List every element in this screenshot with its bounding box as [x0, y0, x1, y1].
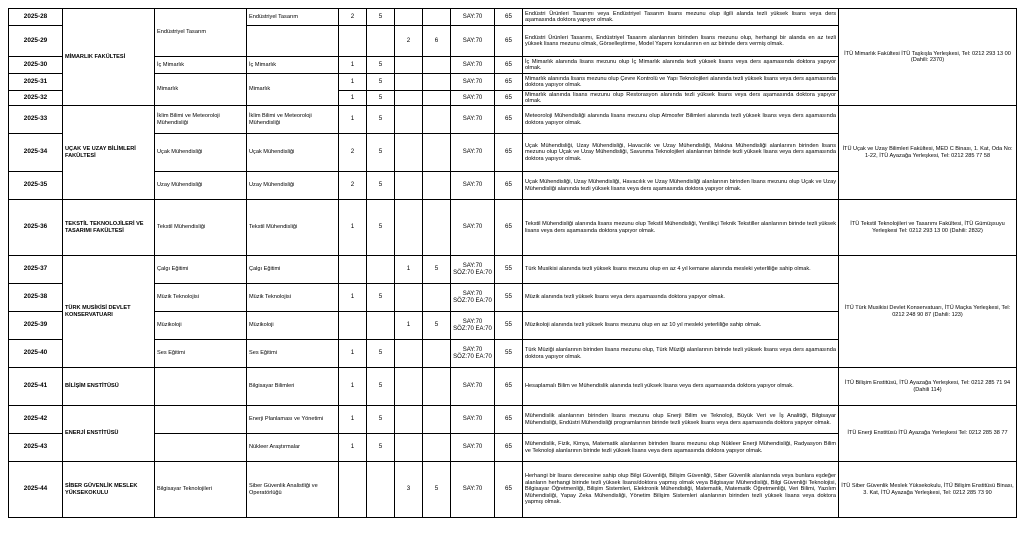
table-row	[9, 256, 1017, 284]
ales-score: SAY:70	[451, 26, 495, 57]
language-score: 65	[495, 91, 523, 106]
program-name: Bilgisayar Bilimleri	[247, 368, 339, 406]
department-name: Müzikoloji	[155, 312, 247, 340]
department-name: Tekstil Mühendisliği	[155, 200, 247, 256]
ales-score: SAY:70	[451, 434, 495, 462]
count-cell: 1	[339, 434, 367, 462]
ales-score: SAY:70	[451, 406, 495, 434]
count-cell: 3	[395, 462, 423, 518]
position-code: 2025-41	[9, 368, 63, 406]
program-name: İç Mimarlık	[247, 57, 339, 74]
program-name: Müzik Teknolojisi	[247, 284, 339, 312]
count-cell	[395, 340, 423, 368]
requirements: İç Mimarlık alanında lisans mezunu olup İç Mimarlık alanında tezli yüksek lisans veya ders aşamasında doktora yapıyor olmak.	[523, 57, 839, 74]
count-cell	[395, 106, 423, 134]
ales-score: SAY:70 SÖZ:70 EA:70	[451, 284, 495, 312]
requirements: Meteoroloji Mühendisliği alanında lisans mezunu olup Atmosfer Bilimleri alanında tezli yüksek lisans veya ders aşamasında doktora yapıyor olmak.	[523, 106, 839, 134]
department-name	[155, 368, 247, 406]
count-cell: 1	[395, 312, 423, 340]
position-code: 2025-39	[9, 312, 63, 340]
program-name: Mimarlık	[247, 74, 339, 106]
ales-score: SAY:70 SÖZ:70 EA:70	[451, 312, 495, 340]
count-cell	[395, 172, 423, 200]
degree-cell	[423, 406, 451, 434]
count-cell: 1	[339, 368, 367, 406]
ales-score: SAY:70	[451, 106, 495, 134]
positions-table	[8, 8, 1017, 518]
program-name: Çalgı Eğitimi	[247, 256, 339, 284]
contact-info: İTÜ Enerji Enstitüsü İTÜ Ayazağa Yerleşkesi Tel: 0212 285 38 77	[839, 406, 1017, 462]
program-name: Ses Eğitimi	[247, 340, 339, 368]
department-name: Ses Eğitimi	[155, 340, 247, 368]
count-cell	[395, 200, 423, 256]
requirements: Uçak Mühendisliği, Uzay Mühendisliği, Havacılık ve Uzay Mühendisliği alanlarının birinden lisans mezunu olup Uçak ve Uzay Mühendisliği alanında tezli yüksek lisans veya ders aşamasında doktora yapıyor olmak.	[523, 172, 839, 200]
degree-cell: 5	[367, 406, 395, 434]
program-name: Uzay Mühendisliği	[247, 172, 339, 200]
degree-cell: 5	[367, 74, 395, 91]
ales-score: SAY:70	[451, 134, 495, 172]
requirements: Mühendislik alanlarının birinden lisans mezunu olup Enerji Bilim ve Teknoloji, Büyük Veri ve İş Analitiği, Bilgisayar Mühendisliği, Endüstri Mühendisliği programlarının birinde tezli yüksek lisans veya ders aşamasında doktora yapıyor olmak.	[523, 406, 839, 434]
degree-cell	[367, 312, 395, 340]
degree-cell	[423, 368, 451, 406]
department-name: Bilgisayar Teknolojileri	[155, 462, 247, 518]
count-cell: 2	[339, 134, 367, 172]
degree-cell: 5	[423, 256, 451, 284]
language-score: 65	[495, 200, 523, 256]
table-row	[9, 462, 1017, 518]
ales-score: SAY:70	[451, 462, 495, 518]
faculty-name: TÜRK MUSİKİSİ DEVLET KONSERVATUARI	[63, 256, 155, 368]
position-code: 2025-43	[9, 434, 63, 462]
count-cell: 2	[339, 9, 367, 26]
degree-cell	[423, 200, 451, 256]
contact-info: İTÜ Uçak ve Uzay Bilimleri Fakültesi, MED C Binası, 1. Kat, Oda No: 1-22, İTÜ Ayazağa Yerleşkesi, Tel: 0212 285 77 58	[839, 106, 1017, 200]
faculty-name: TEKSTİL TEKNOLOJİLERİ VE TASARIMI FAKÜLTESİ	[63, 200, 155, 256]
position-code: 2025-42	[9, 406, 63, 434]
degree-cell: 5	[367, 9, 395, 26]
language-score: 65	[495, 134, 523, 172]
language-score: 65	[495, 406, 523, 434]
degree-cell: 6	[423, 26, 451, 57]
program-name	[247, 26, 339, 57]
table-row	[9, 9, 1017, 26]
count-cell: 1	[339, 200, 367, 256]
department-name	[155, 406, 247, 434]
department-name: Mimarlık	[155, 74, 247, 106]
program-name: Tekstil Mühendisliği	[247, 200, 339, 256]
program-name: İklim Bilimi ve Meteoroloji Mühendisliği	[247, 106, 339, 134]
language-score: 65	[495, 57, 523, 74]
language-score: 65	[495, 172, 523, 200]
requirements: Mimarlık alanında lisans mezunu olup Restorasyon alanında tezli yüksek lisans veya ders aşamasında doktora yapıyor olmak.	[523, 91, 839, 106]
contact-info: İTÜ Tekstil Teknolojileri ve Tasarımı Fakültesi, İTÜ Gümüşsuyu Yerleşkesi Tel: 0212 293 13 00 (Dahili: 2832)	[839, 200, 1017, 256]
position-code: 2025-35	[9, 172, 63, 200]
count-cell	[395, 57, 423, 74]
program-name: Siber Güvenlik Analistliği ve Operatörlüğü	[247, 462, 339, 518]
degree-cell: 5	[423, 462, 451, 518]
count-cell: 1	[395, 256, 423, 284]
count-cell	[339, 462, 367, 518]
table-row	[9, 106, 1017, 134]
degree-cell	[423, 172, 451, 200]
position-code: 2025-30	[9, 57, 63, 74]
degree-cell: 5	[367, 91, 395, 106]
ales-score: SAY:70	[451, 9, 495, 26]
program-name: Uçak Mühendisliği	[247, 134, 339, 172]
language-score: 55	[495, 312, 523, 340]
degree-cell: 5	[367, 134, 395, 172]
ales-score: SAY:70 SÖZ:70 EA:70	[451, 340, 495, 368]
department-name: Müzik Teknolojisi	[155, 284, 247, 312]
language-score: 65	[495, 26, 523, 57]
degree-cell	[423, 74, 451, 91]
ales-score: SAY:70 SÖZ:70 EA:70	[451, 256, 495, 284]
contact-info: İTÜ Bilişim Enstitüsü, İTÜ Ayazağa Yerleşkesi, Tel: 0212 285 71 94 (Dahili 114)	[839, 368, 1017, 406]
position-code: 2025-31	[9, 74, 63, 91]
program-name: Müzikoloji	[247, 312, 339, 340]
degree-cell: 5	[367, 284, 395, 312]
faculty-name: SİBER GÜVENLİK MESLEK YÜKSEKOKULU	[63, 462, 155, 518]
table-row	[9, 368, 1017, 406]
department-name: Çalgı Eğitimi	[155, 256, 247, 284]
degree-cell	[423, 284, 451, 312]
count-cell	[395, 368, 423, 406]
faculty-name: UÇAK VE UZAY BİLİMLERİ FAKÜLTESİ	[63, 106, 155, 200]
faculty-name: BİLİŞİM ENSTİTÜSÜ	[63, 368, 155, 406]
degree-cell	[423, 340, 451, 368]
degree-cell: 5	[367, 340, 395, 368]
contact-info: İTÜ Türk Musikisi Devlet Konservatuarı, İTÜ Maçka Yerleşkesi, Tel: 0212 248 90 87 (Dahili: 123)	[839, 256, 1017, 368]
count-cell: 2	[395, 26, 423, 57]
count-cell: 1	[339, 406, 367, 434]
requirements: Hesaplamalı Bilim ve Mühendislik alanında tezli yüksek lisans veya ders aşamasında doktora yapıyor olmak.	[523, 368, 839, 406]
table-row	[9, 200, 1017, 256]
requirements: Endüstri Ürünleri Tasarımı veya Endüstriyel Tasarım lisans mezunu olup ilgili alanda tezli yüksek lisans veya ders aşamasında doktora yapıyor olmak.	[523, 9, 839, 26]
degree-cell	[367, 26, 395, 57]
count-cell: 1	[339, 74, 367, 91]
count-cell	[395, 406, 423, 434]
count-cell	[395, 9, 423, 26]
program-name: Endüstriyel Tasarım	[247, 9, 339, 26]
position-code: 2025-36	[9, 200, 63, 256]
degree-cell	[367, 256, 395, 284]
degree-cell: 5	[367, 200, 395, 256]
language-score: 65	[495, 434, 523, 462]
count-cell	[395, 91, 423, 106]
position-code: 2025-37	[9, 256, 63, 284]
requirements: Türk Musikisi alanında tezli yüksek lisans mezunu olup en az 4 yıl kemane alanında mesleki yeterliliğe sahip olmak.	[523, 256, 839, 284]
position-code: 2025-34	[9, 134, 63, 172]
ales-score: SAY:70	[451, 74, 495, 91]
count-cell: 1	[339, 284, 367, 312]
ales-score: SAY:70	[451, 91, 495, 106]
requirements: Türk Müziği alanlarının birinden lisans mezunu olup, Türk Müziği alanlarının birinde tezli yüksek lisans veya ders aşamasında doktora yapıyor olmak.	[523, 340, 839, 368]
degree-cell: 5	[367, 57, 395, 74]
program-name: Enerji Planlaması ve Yönetimi	[247, 406, 339, 434]
count-cell	[395, 434, 423, 462]
language-score: 55	[495, 284, 523, 312]
degree-cell	[423, 57, 451, 74]
faculty-name: MİMARLIK FAKÜLTESİ	[63, 9, 155, 106]
department-name: İklim Bilimi ve Meteoroloji Mühendisliği	[155, 106, 247, 134]
degree-cell	[423, 106, 451, 134]
count-cell	[395, 74, 423, 91]
contact-info: İTÜ Siber Güvenlik Meslek Yüksekokulu, İTÜ Bilişim Enstitüsü Binası, 3. Kat, İTÜ Ayazağa Yerleşkesi, Tel: 0212 285 73 90	[839, 462, 1017, 518]
degree-cell: 5	[367, 368, 395, 406]
degree-cell	[367, 462, 395, 518]
requirements: Müzik alanında tezli yüksek lisans veya ders aşamasında doktora yapıyor olmak.	[523, 284, 839, 312]
language-score: 55	[495, 256, 523, 284]
table-row	[9, 406, 1017, 434]
count-cell: 1	[339, 340, 367, 368]
ales-score: SAY:70	[451, 200, 495, 256]
language-score: 65	[495, 462, 523, 518]
department-name: Uçak Mühendisliği	[155, 134, 247, 172]
degree-cell	[423, 434, 451, 462]
contact-info: İTÜ Mimarlık Fakültesi İTÜ Taşkışla Yerleşkesi, Tel: 0212 293 13 00 (Dahili: 2370)	[839, 9, 1017, 106]
degree-cell	[423, 91, 451, 106]
requirements: Mühendislik, Fizik, Kimya, Matematik alanlarının birinden lisans mezunu olup Nükleer Enerji Mühendisliği, Radyasyon Bilim ve Teknoloji alanlarının birinde tezli yüksek lisans veya ders aşamasında doktora yapıyor olmak.	[523, 434, 839, 462]
program-name: Nükleer Araştırmalar	[247, 434, 339, 462]
language-score: 65	[495, 74, 523, 91]
ales-score: SAY:70	[451, 57, 495, 74]
language-score: 65	[495, 106, 523, 134]
requirements: Müzikoloji alanında tezli yüksek lisans mezunu olup en az 10 yıl mesleki yeterliliğe sahip olmak.	[523, 312, 839, 340]
position-code: 2025-40	[9, 340, 63, 368]
department-name: Endüstriyel Tasarım	[155, 9, 247, 57]
count-cell: 1	[339, 57, 367, 74]
language-score: 65	[495, 368, 523, 406]
count-cell	[339, 312, 367, 340]
requirements: Endüstri Ürünleri Tasarımı, Endüstriyel Tasarım alanlarının birinden lisans mezunu olup, herhangi bir alanda en az tezli yüksek lisans mezunu olmak, Görselleştirme, Model Yapımı konularının en az birinde ders vermiş olmak.	[523, 26, 839, 57]
department-name: Uzay Mühendisliği	[155, 172, 247, 200]
count-cell: 1	[339, 91, 367, 106]
count-cell	[395, 134, 423, 172]
degree-cell: 5	[367, 172, 395, 200]
requirements: Herhangi bir lisans derecesine sahip olup Bilgi Güvenliği, Bilişim Güvenliği, Siber Güvenlik alanlarında veya bunlara eşdeğer alanların herhangi birinde tezli yüksek lisans/doktora yapmış olmak veya Bilgisayar Mühendisliği, Bilgi Güvenliği Teknolojisi, Bilgisayar Öğretmenliği, Bilişim Sistemleri, Elektronik Mühendisliği, Matematik, Matematik Öğretmenliği, Veri Bilimi, Yazılım Mühendisliği, Yapay Zeka Mühendisliği, Yönetim Bilişim Sistemleri alanlarının birinden tezli yüksek lisans veya doktora yapmış olmak.	[523, 462, 839, 518]
faculty-name: ENERJİ ENSTİTÜSÜ	[63, 406, 155, 462]
degree-cell: 5	[423, 312, 451, 340]
position-code: 2025-44	[9, 462, 63, 518]
position-code: 2025-28	[9, 9, 63, 26]
position-code: 2025-38	[9, 284, 63, 312]
count-cell	[395, 284, 423, 312]
degree-cell	[423, 9, 451, 26]
requirements: Uçak Mühendisliği, Uzay Mühendisliği, Havacılık ve Uzay Mühendisliği, Makina Mühendisliği alanlarının birinden lisans mezunu olup Uçak ve Uzay Mühendisliği, Savunma Teknolojileri alanlarının birinde tezli yüksek lisans veya ders aşamasında doktora yapıyor olmak.	[523, 134, 839, 172]
count-cell	[339, 26, 367, 57]
count-cell: 2	[339, 172, 367, 200]
requirements: Mimarlık alanında lisans mezunu olup Çevre Kontrolü ve Yapı Teknolojileri alanında tezli yüksek lisans veya ders aşamasında doktora yapıyor olmak.	[523, 74, 839, 91]
position-code: 2025-29	[9, 26, 63, 57]
count-cell	[339, 256, 367, 284]
language-score: 65	[495, 9, 523, 26]
requirements: Tekstil Mühendisliği alanında lisans mezunu olup Tekstil Mühendisliği, Yenilikçi Teknik Tekstiller alanlarının birinde tezli yüksek lisans veya ders aşamasında doktora yapıyor olmak.	[523, 200, 839, 256]
degree-cell: 5	[367, 434, 395, 462]
department-name	[155, 434, 247, 462]
degree-cell	[423, 134, 451, 172]
department-name: İç Mimarlık	[155, 57, 247, 74]
degree-cell: 5	[367, 106, 395, 134]
language-score: 55	[495, 340, 523, 368]
ales-score: SAY:70	[451, 172, 495, 200]
position-code: 2025-32	[9, 91, 63, 106]
count-cell: 1	[339, 106, 367, 134]
position-code: 2025-33	[9, 106, 63, 134]
ales-score: SAY:70	[451, 368, 495, 406]
